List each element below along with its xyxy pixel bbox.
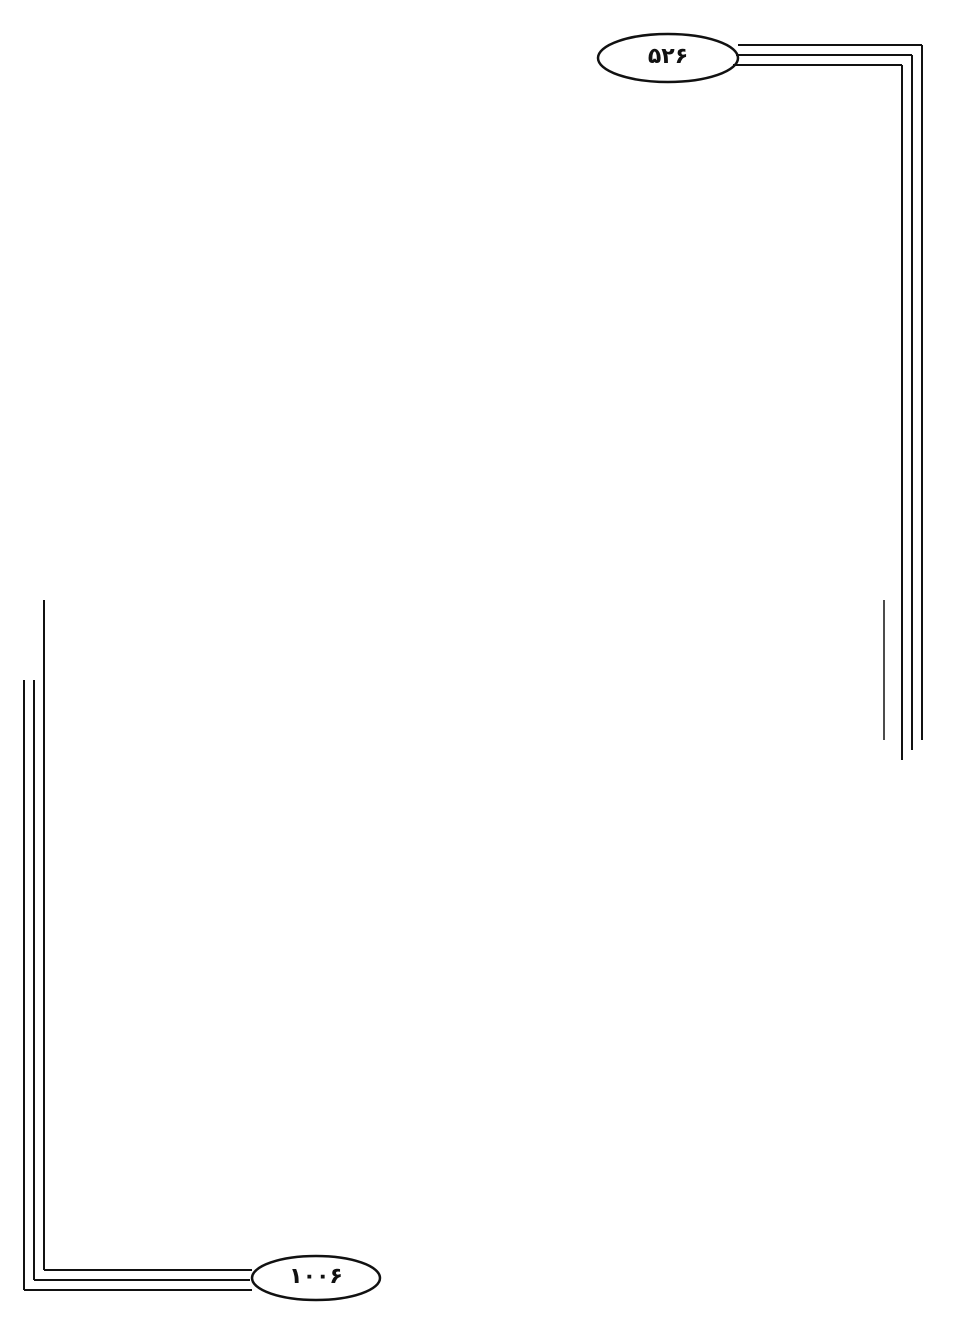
page-number-top: ۵۲۶: [647, 44, 689, 69]
page-number-bottom: ۱۰۰۶: [289, 1264, 343, 1289]
